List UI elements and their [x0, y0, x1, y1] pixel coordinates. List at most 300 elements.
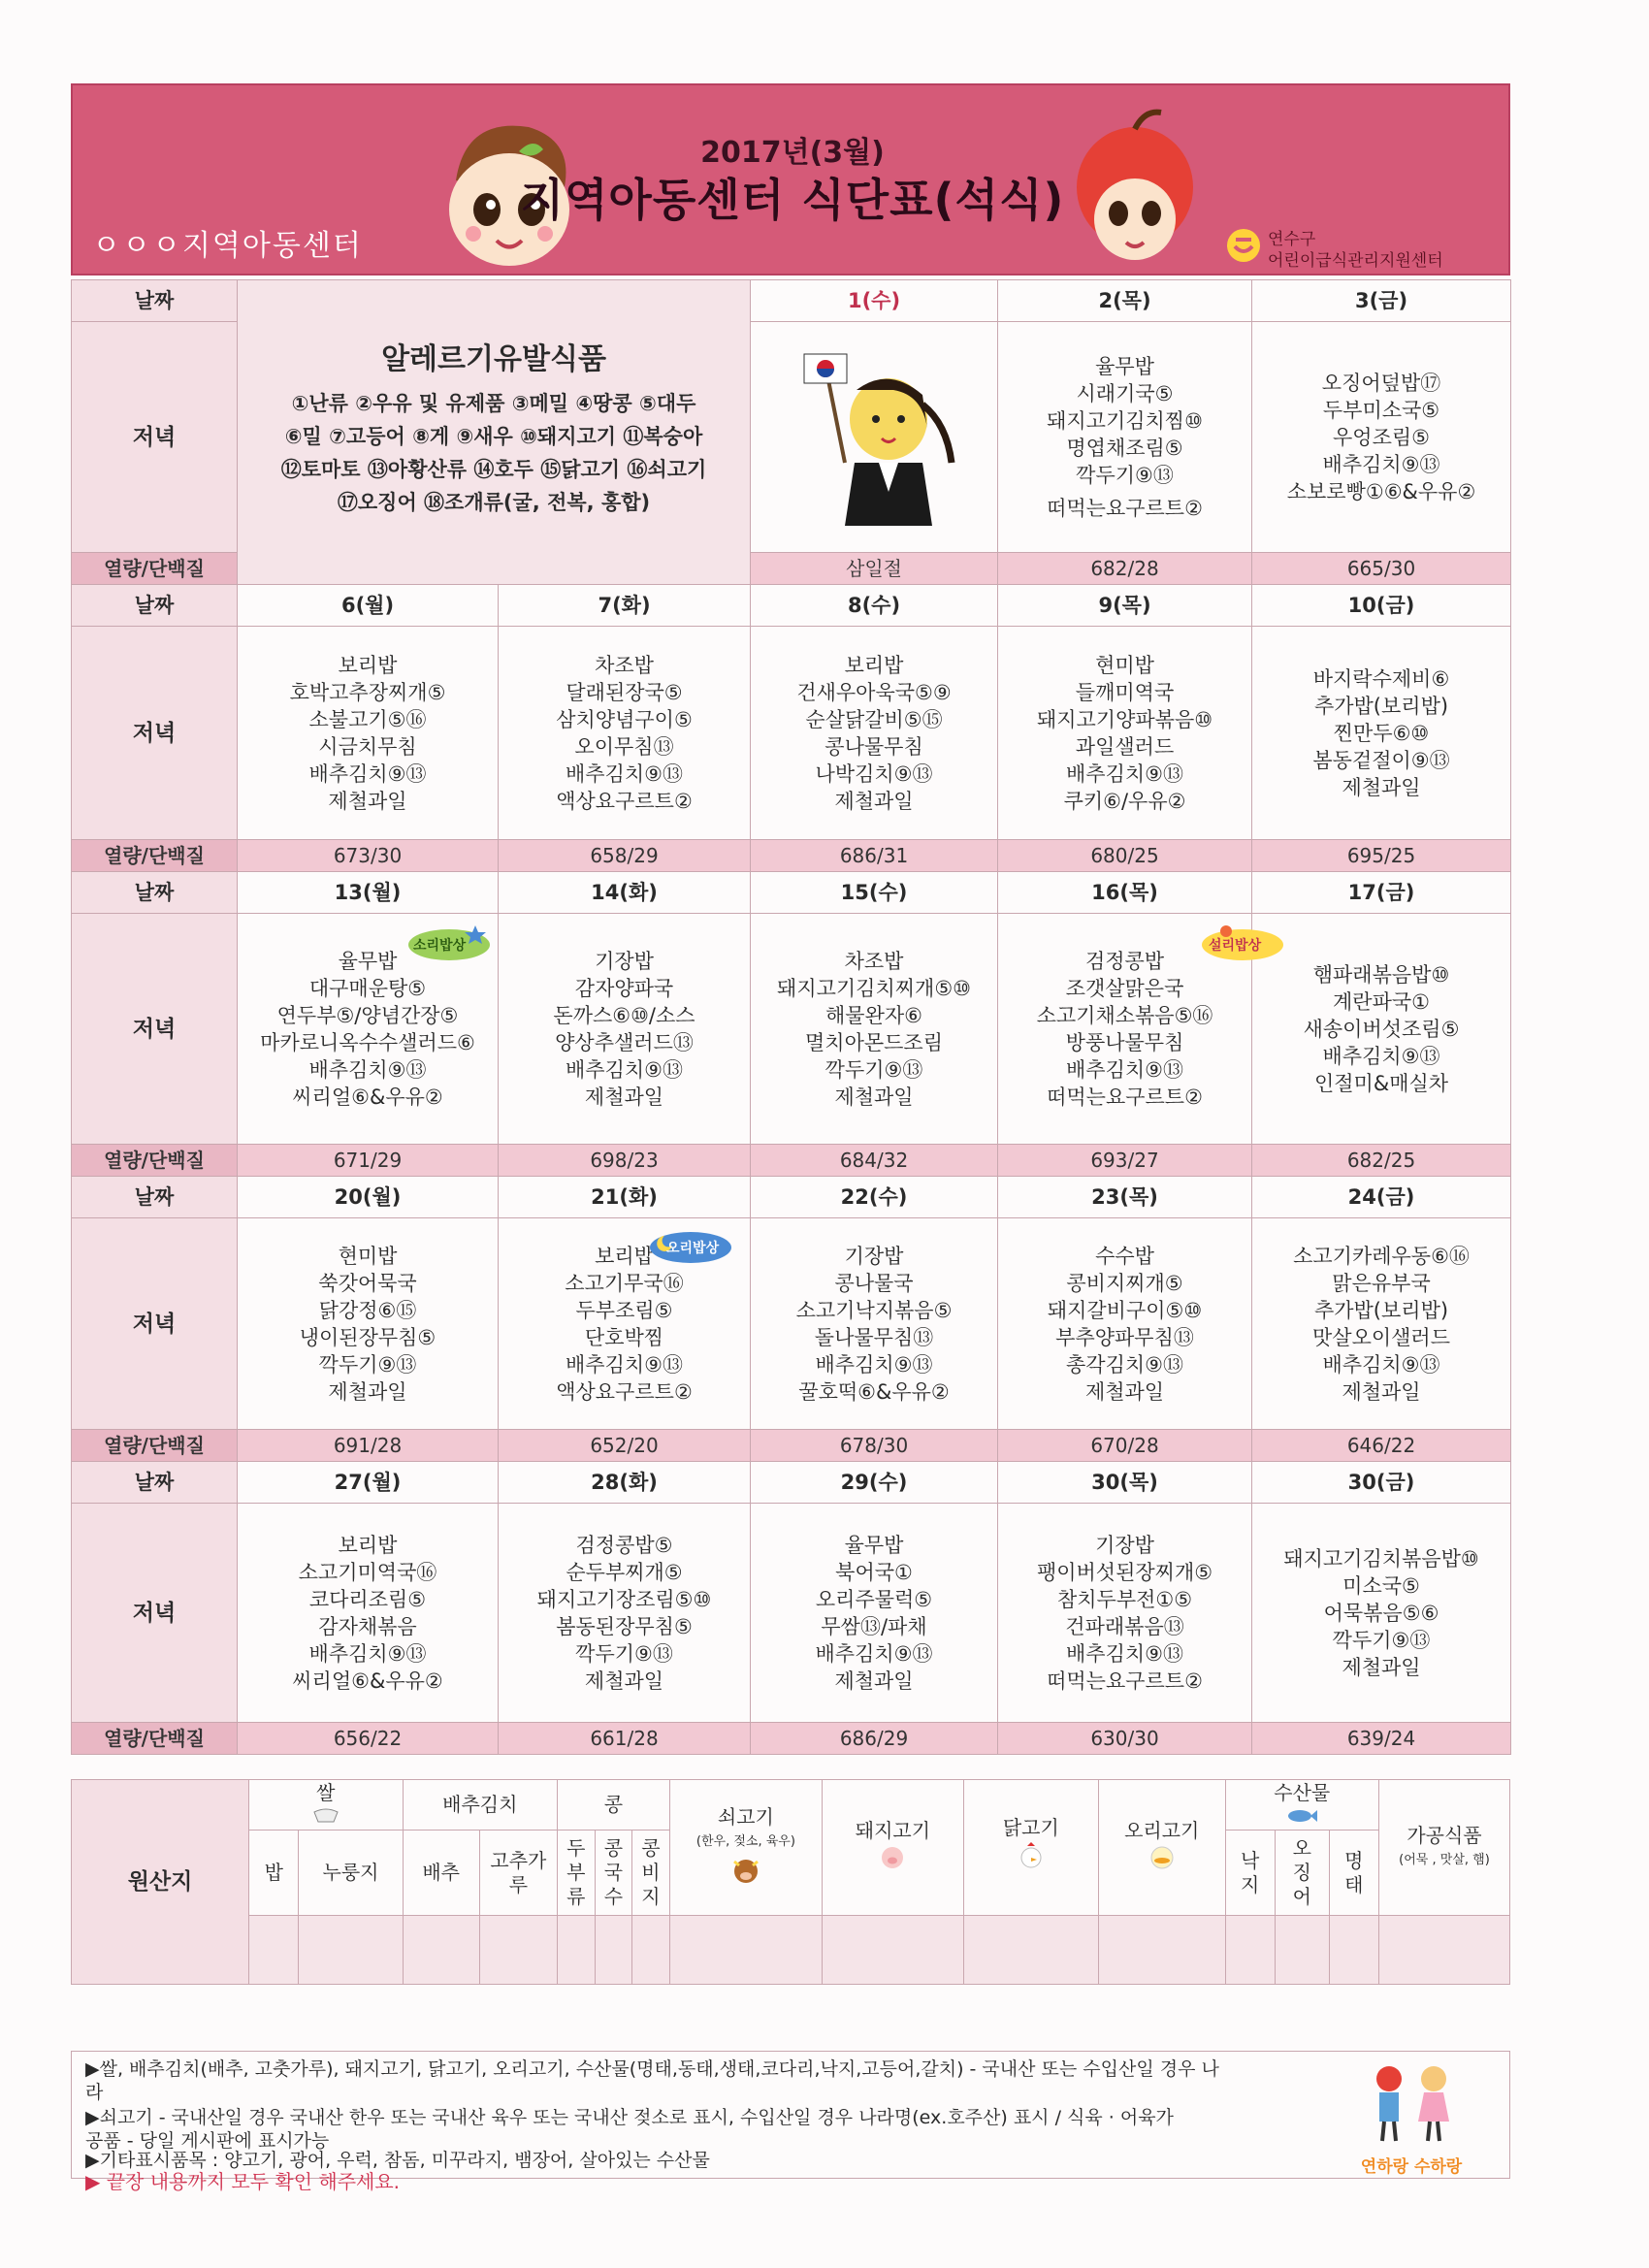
kcal-cell: 639/24	[1252, 1723, 1511, 1755]
menu-item: 달래된장국⑤	[566, 680, 683, 704]
date-label: 날짜	[72, 1177, 238, 1218]
allergy-line: ⑰오징어 ⑱조개류(굴, 전복, 홍합)	[337, 490, 651, 514]
menu-item: 배추김치⑨⑬	[1066, 1057, 1183, 1082]
date-cell: 2(목)	[998, 280, 1252, 322]
menu-item: 찐만두⑥⑩	[1333, 721, 1430, 745]
menu-item: 연두부⑤/양념간장⑤	[276, 1003, 459, 1027]
kcal-label: 열량/단백질	[72, 840, 238, 872]
origin-sub-soymilk: 콩국수	[595, 1831, 632, 1916]
date-label: 날짜	[72, 1462, 238, 1504]
kids-mascot-icon	[1348, 2061, 1474, 2149]
date-cell: 6(월)	[238, 585, 499, 627]
menu-item: 배추김치⑨⑬	[566, 1352, 683, 1377]
origin-value-cell	[299, 1916, 403, 1985]
date-row	[72, 1462, 1511, 1504]
menu-item: 제철과일	[328, 1379, 407, 1404]
dinner-cell	[998, 627, 1252, 840]
duck-label: 오리고기	[1124, 1819, 1200, 1842]
kcal-cell: 682/28	[998, 553, 1252, 585]
menu-item: 감자채볶음	[318, 1614, 417, 1638]
origin-sub-nurungji: 누룽지	[299, 1831, 403, 1916]
menu-item: 우엉조림⑤	[1333, 425, 1430, 449]
kcal-cell: 682/25	[1252, 1145, 1511, 1177]
kcal-row	[72, 1723, 1511, 1755]
menu-item: 배추김치⑨⑬	[308, 1057, 427, 1082]
menu-item: 제철과일	[834, 789, 914, 813]
menu-item: 인절미&매실차	[1313, 1071, 1449, 1095]
date-cell: 16(목)	[998, 872, 1252, 914]
menu-item: 배추김치⑨⑬	[566, 1057, 683, 1082]
kcal-row	[72, 1145, 1511, 1177]
menu-table	[71, 279, 1511, 1755]
menu-item: 단호박찜	[584, 1325, 664, 1349]
menu-item: 쿠키⑥/우유②	[1063, 789, 1186, 813]
dinner-cell	[499, 627, 751, 840]
kcal-cell: 686/31	[751, 840, 998, 872]
menu-item: 건새우아욱국⑤⑨	[796, 680, 952, 704]
origin-sub-bean-cake: 콩비지	[632, 1831, 670, 1916]
menu-item: 깍두기⑨⑬	[1076, 463, 1174, 487]
menu-item: 소불고기⑤⑯	[308, 707, 427, 731]
org-name-line1: 연수구	[1268, 230, 1316, 249]
menu-item: 배추김치⑨⑬	[1066, 761, 1183, 786]
seolli-badge-label: 설리밥상	[1209, 938, 1262, 954]
menu-item: 배추김치⑨⑬	[1066, 1641, 1183, 1666]
menu-item: 떠먹는요구르트②	[1047, 1085, 1203, 1109]
note-line: 라	[85, 2082, 104, 2103]
seafood-label: 수산물	[1274, 1780, 1331, 1804]
dinner-row	[72, 914, 1511, 1145]
date-cell: 27(월)	[238, 1462, 499, 1504]
menu-item: 멸치아몬드조림	[805, 1030, 944, 1054]
origin-group-rice	[249, 1780, 403, 1831]
menu-item: 맛살오이샐러드	[1312, 1325, 1451, 1349]
dinner-cell	[238, 627, 499, 840]
menu-item: 바지락수제비⑥	[1312, 666, 1450, 691]
origin-group-beef	[669, 1780, 822, 1916]
menu-item: 북어국①	[835, 1560, 913, 1584]
menu-item: 소보로빵①⑥&우유②	[1286, 479, 1476, 503]
menu-item: 소고기채소볶음⑤⑯	[1036, 1003, 1213, 1027]
menu-item: 배추김치⑨⑬	[1322, 1044, 1440, 1068]
menu-item: 새송이버섯조림⑤	[1303, 1017, 1460, 1041]
menu-item: 소고기카레우동⑥⑯	[1293, 1244, 1470, 1268]
menu-item: 배추김치⑨⑬	[1322, 1352, 1440, 1377]
menu-item: 액상요구르트②	[556, 1379, 693, 1404]
cow-icon	[729, 1854, 762, 1885]
origin-group-duck	[1098, 1780, 1225, 1916]
dinner-label: 저녁	[72, 627, 238, 840]
date-cell: 8(수)	[751, 585, 998, 627]
menu-item: 마카로니옥수수샐러드⑥	[260, 1030, 475, 1054]
menu-item: 씨리얼⑥&우유②	[292, 1669, 443, 1693]
date-cell: 3(금)	[1252, 280, 1511, 322]
kcal-row	[72, 1430, 1511, 1462]
menu-item: 보리밥	[844, 653, 904, 677]
menu-item: 오이무침⑬	[574, 734, 674, 759]
dinner-cell	[751, 1504, 998, 1723]
dinner-label: 저녁	[72, 1218, 238, 1430]
pig-icon	[877, 1843, 908, 1870]
date-cell: 10(금)	[1252, 585, 1511, 627]
origin-table	[71, 1779, 1510, 1985]
date-cell: 13(월)	[238, 872, 499, 914]
kcal-cell: 680/25	[998, 840, 1252, 872]
menu-item: 배추김치⑨⑬	[566, 761, 683, 786]
origin-label: 원산지	[72, 1780, 249, 1985]
date-cell: 17(금)	[1252, 872, 1511, 914]
kcal-cell: 646/22	[1252, 1430, 1511, 1462]
kcal-label: 열량/단백질	[72, 1723, 238, 1755]
kcal-cell: 691/28	[238, 1430, 499, 1462]
menu-item: 떠먹는요구르트②	[1047, 496, 1203, 520]
page-title: 지역아동센터 식단표(석식)	[520, 174, 1065, 226]
kcal-cell: 673/30	[238, 840, 499, 872]
menu-item: 꿀호떡⑥&우유②	[798, 1379, 950, 1404]
menu-item: 제철과일	[1342, 1655, 1421, 1679]
processed-label: 가공식품	[1406, 1823, 1482, 1847]
notes-box	[71, 2051, 1510, 2193]
sori-badge-label: 소리밥상	[413, 938, 467, 954]
warning-line: ▶ 끝장 내용까지 모두 확인 해주세요.	[85, 2170, 401, 2193]
menu-item: 돈까스⑥⑩/소스	[553, 1003, 695, 1027]
date-cell: 22(수)	[751, 1177, 998, 1218]
kcal-cell: 686/29	[751, 1723, 998, 1755]
menu-item: 봄동된장무침⑤	[556, 1614, 693, 1638]
dinner-cell	[751, 914, 998, 1145]
menu-item: 총각김치⑨⑬	[1066, 1352, 1183, 1377]
menu-item: 검정콩밥⑤	[575, 1533, 673, 1557]
kcal-cell: 656/22	[238, 1723, 499, 1755]
date-cell: 15(수)	[751, 872, 998, 914]
menu-item: 쑥갓어묵국	[318, 1271, 417, 1295]
origin-sub-cabbage: 배추	[403, 1831, 479, 1916]
kcal-cell: 693/27	[998, 1145, 1252, 1177]
origin-value-cell	[1378, 1916, 1509, 1985]
menu-item: 율무밥	[1095, 354, 1154, 378]
kcal-cell: 삼일절	[751, 553, 998, 585]
date-row	[72, 872, 1511, 914]
origin-sub-tofu: 두부류	[558, 1831, 596, 1916]
origin-value-cell	[1275, 1916, 1329, 1985]
menu-item: 제철과일	[328, 789, 407, 813]
ori-table-badge	[647, 1226, 734, 1269]
kcal-cell: 658/29	[499, 840, 751, 872]
menu-item: 시금치무침	[318, 734, 417, 759]
dinner-cell	[238, 1218, 499, 1430]
kcal-cell: 661/28	[499, 1723, 751, 1755]
menu-item: 보리밥	[338, 653, 398, 677]
date-cell: 1(수)	[751, 280, 998, 322]
menu-item: 현미밥	[338, 1244, 398, 1268]
menu-item: 추가밥(보리밥)	[1313, 1298, 1449, 1322]
allergy-list	[238, 387, 750, 519]
menu-item: 건파래볶음⑬	[1065, 1614, 1184, 1638]
dinner-cell	[751, 627, 998, 840]
origin-value-cell	[1329, 1916, 1378, 1985]
date-cell: 7(화)	[499, 585, 751, 627]
kcal-label: 열량/단백질	[72, 1430, 238, 1462]
dinner-cell	[998, 1504, 1252, 1723]
menu-item: 명엽채조림⑤	[1066, 436, 1183, 460]
origin-group-processed	[1378, 1780, 1509, 1916]
menu-item: 시래기국⑤	[1076, 381, 1174, 405]
menu-item: 소고기미역국⑯	[298, 1560, 437, 1584]
menu-item: 떠먹는요구르트②	[1047, 1669, 1203, 1693]
menu-item: 차조밥	[844, 949, 904, 973]
dinner-cell	[1252, 1218, 1511, 1430]
menu-item: 깍두기⑨⑬	[1332, 1628, 1431, 1652]
origin-group-seafood	[1225, 1780, 1378, 1831]
menu-item: 부추양파무침⑬	[1055, 1325, 1194, 1349]
origin-sub-octopus: 낙지	[1225, 1831, 1275, 1916]
header-banner	[71, 83, 1510, 275]
chicken-label: 닭고기	[1002, 1816, 1059, 1839]
rice-label: 쌀	[316, 1780, 336, 1804]
dinner-cell	[1252, 1504, 1511, 1723]
menu-item: 배추김치⑨⑬	[1322, 452, 1440, 476]
menu-item: 나박김치⑨⑬	[815, 761, 933, 786]
menu-item: 제철과일	[584, 1085, 664, 1109]
title-year-month: 2017년(3월)	[700, 136, 885, 170]
duck-icon	[1146, 1843, 1179, 1870]
menu-item: 깍두기⑨⑬	[318, 1352, 417, 1377]
dinner-cell	[499, 1504, 751, 1723]
menu-item: 차조밥	[595, 653, 654, 677]
menu-item: 율무밥	[338, 949, 398, 973]
kcal-cell: 698/23	[499, 1145, 751, 1177]
beef-sub-label: (한우, 젖소, 육우)	[695, 1833, 795, 1849]
chicken-icon	[1018, 1840, 1045, 1873]
slogan: 연하랑 수하랑	[1360, 2157, 1463, 2177]
origin-value-cell	[963, 1916, 1098, 1985]
menu-item: 돌나물무침⑬	[814, 1325, 934, 1349]
menu-item: 냉이된장무침⑤	[299, 1325, 436, 1349]
origin-value-cell	[632, 1916, 670, 1985]
menu-item: 추가밥(보리밥)	[1313, 694, 1449, 718]
note-line: ▶쌀, 배추김치(배추, 고춧가루), 돼지고기, 닭고기, 오리고기, 수산물(명태,동태,생태,코다리,낙지,고등어,갈치) - 국내산 또는 수입산일 경우 나	[85, 2058, 1219, 2080]
menu-item: 닭강정⑥⑮	[318, 1298, 417, 1322]
menu-item: 제철과일	[1084, 1379, 1165, 1404]
menu-item: 미소국⑤	[1342, 1573, 1420, 1598]
menu-item: 배추김치⑨⑬	[308, 761, 427, 786]
origin-sub-squid: 오징어	[1275, 1831, 1329, 1916]
allergy-line: ⑥밀 ⑦고등어 ⑧게 ⑨새우 ⑩돼지고기 ⑪복숭아	[284, 424, 703, 448]
dinner-cell	[998, 1218, 1252, 1430]
menu-item: 액상요구르트②	[556, 789, 693, 813]
center-name: ㅇㅇㅇ지역아동센터	[92, 229, 363, 263]
menu-item: 양상추샐러드⑬	[555, 1030, 694, 1054]
dinner-cell	[499, 914, 751, 1145]
allergy-panel	[238, 280, 751, 585]
date-cell: 28(화)	[499, 1462, 751, 1504]
origin-value-cell	[1098, 1916, 1225, 1985]
menu-item: 율무밥	[844, 1533, 904, 1557]
date-row	[72, 280, 1511, 322]
menu-item: 콩비지찌개⑤	[1066, 1271, 1183, 1295]
menu-item: 소고기무국⑯	[565, 1271, 684, 1295]
origin-sub-chili: 고추가루	[479, 1831, 557, 1916]
menu-sheet	[71, 83, 1510, 2193]
kcal-cell: 630/30	[998, 1723, 1252, 1755]
menu-item: 깍두기⑨⑬	[824, 1057, 923, 1082]
menu-item: 조갯살맑은국	[1065, 976, 1184, 1000]
origin-sub-rice: 밥	[249, 1831, 299, 1916]
note-line: ▶기타표시품목 : 양고기, 광어, 우럭, 참돔, 미꾸라지, 뱀장어, 살아있는 수산물	[85, 2150, 710, 2171]
menu-item: 제철과일	[1342, 1379, 1421, 1404]
dinner-cell	[1252, 627, 1511, 840]
menu-item: 돼지고기김치찌개⑤⑩	[777, 976, 971, 1000]
origin-group-kimchi: 배추김치	[403, 1780, 558, 1831]
menu-item: 해물완자⑥	[825, 1003, 922, 1027]
allergy-title: 알레르기유발식품	[381, 341, 606, 376]
menu-item: 제철과일	[584, 1669, 664, 1693]
date-label: 날짜	[72, 585, 238, 627]
menu-item: 감자양파국	[574, 976, 674, 1000]
menu-item: 소고기낙지볶음⑤	[795, 1298, 953, 1322]
origin-value-cell	[403, 1916, 479, 1985]
menu-item: 맑은유부국	[1332, 1271, 1431, 1295]
pork-label: 돼지고기	[855, 1819, 931, 1842]
allergy-line: ⑫토마토 ⑬아황산류 ⑭호두 ⑮닭고기 ⑯쇠고기	[280, 457, 707, 481]
dinner-row	[72, 1504, 1511, 1723]
menu-item: 방풍나물무침	[1065, 1030, 1184, 1054]
kcal-row	[72, 840, 1511, 872]
beef-label: 쇠고기	[717, 1804, 774, 1829]
kcal-cell: 678/30	[751, 1430, 998, 1462]
dinner-row	[72, 1218, 1511, 1430]
menu-item: 수수밥	[1095, 1244, 1154, 1268]
fish-icon	[1285, 1808, 1318, 1824]
menu-item: 배추김치⑨⑬	[815, 1352, 933, 1377]
menu-item: 제철과일	[834, 1085, 914, 1109]
menu-item: 어묵볶음⑤⑥	[1323, 1601, 1439, 1625]
menu-item: 과일샐러드	[1075, 734, 1175, 759]
note-line: 공품 - 당일 게시판에 표시가능	[85, 2130, 330, 2152]
menu-item: 기장밥	[595, 949, 654, 973]
menu-item: 씨리얼⑥&우유②	[292, 1085, 443, 1109]
seolli-table-badge	[1199, 923, 1286, 966]
menu-item: 돼지고기김치찜⑩	[1047, 408, 1203, 433]
org-logo-icon	[1225, 227, 1262, 264]
date-cell: 29(수)	[751, 1462, 998, 1504]
origin-value-cell	[1225, 1916, 1275, 1985]
menu-item: 코다리조림⑤	[308, 1587, 427, 1611]
menu-item: 깍두기⑨⑬	[575, 1641, 673, 1666]
date-label: 날짜	[72, 872, 238, 914]
origin-value-cell	[669, 1916, 822, 1985]
dinner-cell	[238, 1504, 499, 1723]
menu-item: 돼지고기양파볶음⑩	[1036, 707, 1213, 731]
date-cell: 30(목)	[998, 1462, 1252, 1504]
menu-item: 삼치양념구이⑤	[556, 707, 693, 731]
date-cell: 20(월)	[238, 1177, 499, 1218]
menu-item: 팽이버섯된장찌개⑤	[1036, 1560, 1213, 1584]
dinner-cell	[1252, 322, 1511, 553]
dinner-cell	[1252, 914, 1511, 1145]
note-line: ▶쇠고기 - 국내산일 경우 국내산 한우 또는 국내산 육우 또는 국내산 젖소로 표시, 수입산일 경우 나라명(ex.호주산) 표시 / 식육 · 어육가	[85, 2107, 1174, 2128]
date-cell: 14(화)	[499, 872, 751, 914]
menu-item: 들깨미역국	[1075, 680, 1175, 704]
kcal-cell: 671/29	[238, 1145, 499, 1177]
date-cell: 23(목)	[998, 1177, 1252, 1218]
independence-day-illustration-icon	[787, 337, 961, 531]
kcal-cell: 670/28	[998, 1430, 1252, 1462]
dinner-row	[72, 627, 1511, 840]
menu-item: 돼지갈비구이⑤⑩	[1047, 1298, 1203, 1322]
origin-value-cell	[479, 1916, 557, 1985]
menu-item: 돼지고기장조림⑤⑩	[536, 1587, 712, 1611]
menu-item: 오리주물럭⑤	[815, 1587, 933, 1611]
dinner-label: 저녁	[72, 914, 238, 1145]
menu-item: 검정콩밥	[1084, 949, 1165, 973]
date-cell: 21(화)	[499, 1177, 751, 1218]
dinner-cell	[998, 322, 1252, 553]
origin-value-cell	[558, 1916, 596, 1985]
menu-item: 배추김치⑨⑬	[815, 1641, 933, 1666]
menu-item: 두부미소국⑤	[1322, 398, 1440, 422]
date-row	[72, 585, 1511, 627]
kids-mascot	[1348, 2061, 1474, 2177]
kcal-cell: 695/25	[1252, 840, 1511, 872]
menu-item: 제철과일	[1342, 775, 1421, 799]
allergy-line: ①난류 ②우유 및 유제품 ③메밀 ④땅콩 ⑤대두	[291, 391, 696, 415]
dinner-label: 저녁	[72, 322, 238, 553]
date-row	[72, 1177, 1511, 1218]
menu-item: 무쌈⑬/파채	[821, 1614, 927, 1638]
kcal-cell: 684/32	[751, 1145, 998, 1177]
dinner-label: 저녁	[72, 1504, 238, 1723]
date-label: 날짜	[72, 280, 238, 322]
menu-item: 햄파래볶음밥⑩	[1312, 962, 1450, 987]
kcal-cell: 665/30	[1252, 553, 1511, 585]
menu-item: 배추김치⑨⑬	[308, 1641, 427, 1666]
org-name-line2: 어린이급식관리지원센터	[1268, 251, 1443, 271]
menu-item: 봄동겉절이⑨⑬	[1312, 748, 1450, 772]
menu-item: 돼지고기김치볶음밥⑩	[1283, 1546, 1479, 1571]
menu-item: 현미밥	[1095, 653, 1154, 677]
menu-item: 콩나물국	[834, 1271, 914, 1295]
date-cell: 30(금)	[1252, 1462, 1511, 1504]
menu-item: 기장밥	[844, 1244, 904, 1268]
menu-item: 참치두부전①⑤	[1056, 1587, 1193, 1611]
menu-item: 순두부찌개⑤	[566, 1560, 683, 1584]
menu-item: 오징어덮밥⑰	[1321, 371, 1441, 395]
sori-table-badge	[405, 923, 493, 966]
menu-item: 두부조림⑤	[575, 1298, 673, 1322]
kcal-cell: 652/20	[499, 1430, 751, 1462]
kcal-label: 열량/단백질	[72, 553, 238, 585]
holiday-illustration-cell	[751, 322, 998, 553]
menu-item: 보리밥	[338, 1533, 398, 1557]
origin-group-chicken	[963, 1780, 1098, 1916]
origin-value-cell	[823, 1916, 964, 1985]
menu-item: 계란파국①	[1333, 989, 1430, 1014]
kcal-label: 열량/단백질	[72, 1145, 238, 1177]
menu-item: 제철과일	[834, 1669, 914, 1693]
origin-value-cell	[595, 1916, 632, 1985]
ori-badge-label: 오리밥상	[666, 1241, 720, 1256]
date-cell: 9(목)	[998, 585, 1252, 627]
origin-group-bean: 콩	[558, 1780, 670, 1831]
origin-sub-pollack: 명태	[1329, 1831, 1378, 1916]
menu-item: 콩나물무침	[824, 734, 923, 759]
menu-item: 순살닭갈비⑤⑮	[805, 707, 943, 731]
menu-item: 호박고추장찌개⑤	[289, 680, 446, 704]
date-cell: 24(금)	[1252, 1177, 1511, 1218]
origin-group-pork	[823, 1780, 964, 1916]
rice-bowl-icon	[312, 1808, 340, 1824]
